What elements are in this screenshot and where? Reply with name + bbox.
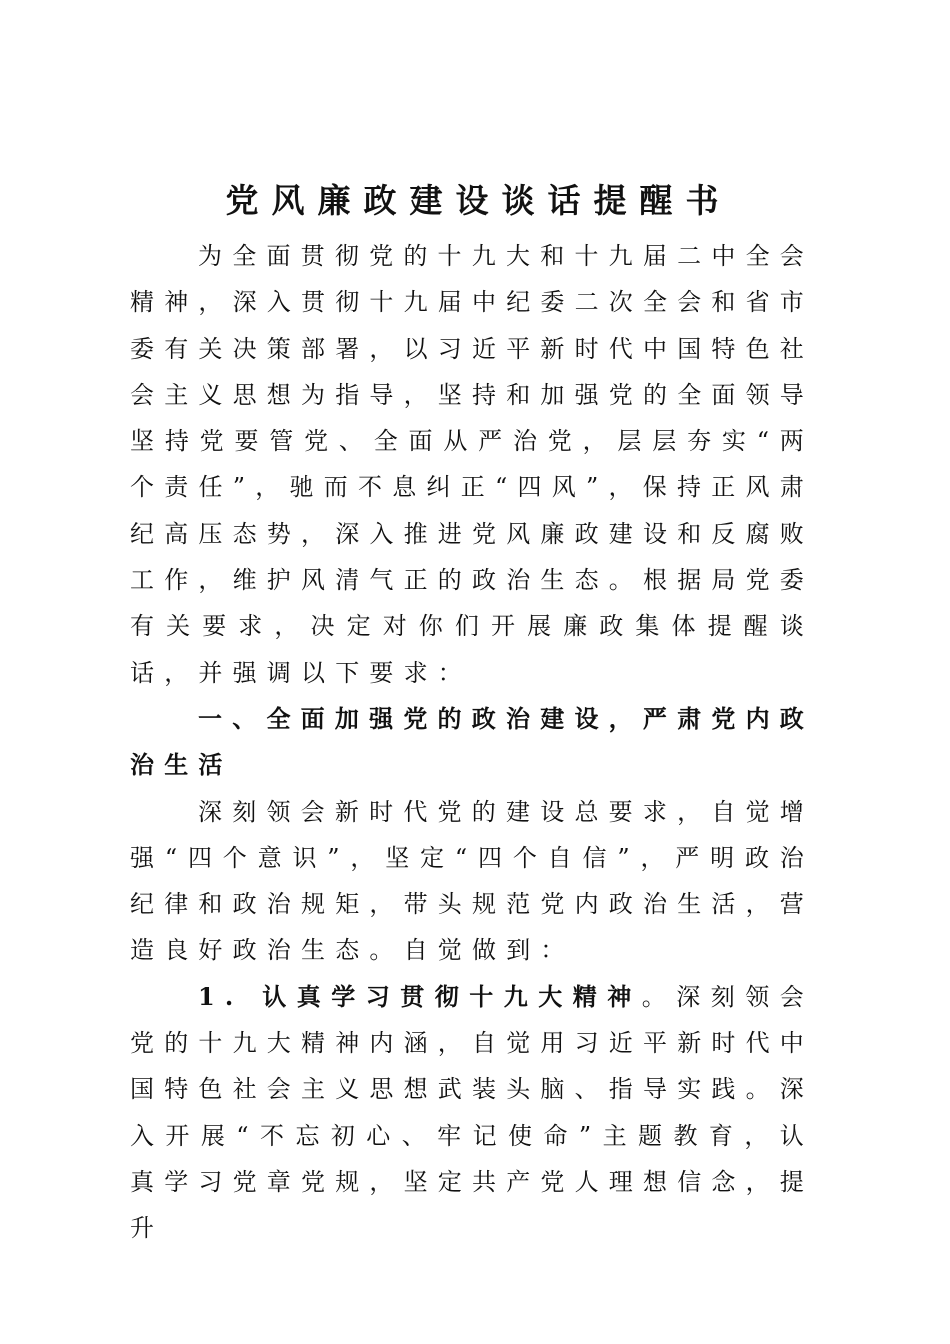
section-1-paragraph: 深刻领会新时代党的建设总要求，自觉增强“四个意识”，坚定“四个自信”，严明政治纪律和政治规矩，带头规范党内政治生活，营造良好政治生态。自觉做到： [130,797,814,965]
item-1-paragraph [130,974,814,1252]
item-1-label: 1. 认真学习贯彻十九大精神 [198,981,642,1011]
section-1-heading: 一、全面加强党的政治建设，严肃党内政治生活 [130,704,814,780]
item-1-body: 。深刻领会党的十九大精神内涵，自觉用习近平新时代中国特色社会主义思想武装头脑、指导实践。深入开展“不忘初心、牢记使命”主题教育，认真学习党章党规，坚定共产党人理想信念，提升 [130,982,814,1243]
document-page [130,175,814,1252]
document-title: 党风廉政建设谈话提醒书 [225,181,732,220]
intro-paragraph: 为全面贯彻党的十九大和十九届二中全会精神，深入贯彻十九届中纪委二次全会和省市委有关决策部署，以习近平新时代中国特色社会主义思想为指导，坚持和加强党的全面领导坚持党要管党、全面从严治党，层层夯实“两个责任”，驰而不息纠正“四风”，保持正风肃纪高压态势，深入推进党风廉政建设和反腐败工作，维护风清气正的政治生态。根据局党委有关要求，决定对你们开展廉政集体提醒谈话，并强调以下要求： [130,242,814,687]
